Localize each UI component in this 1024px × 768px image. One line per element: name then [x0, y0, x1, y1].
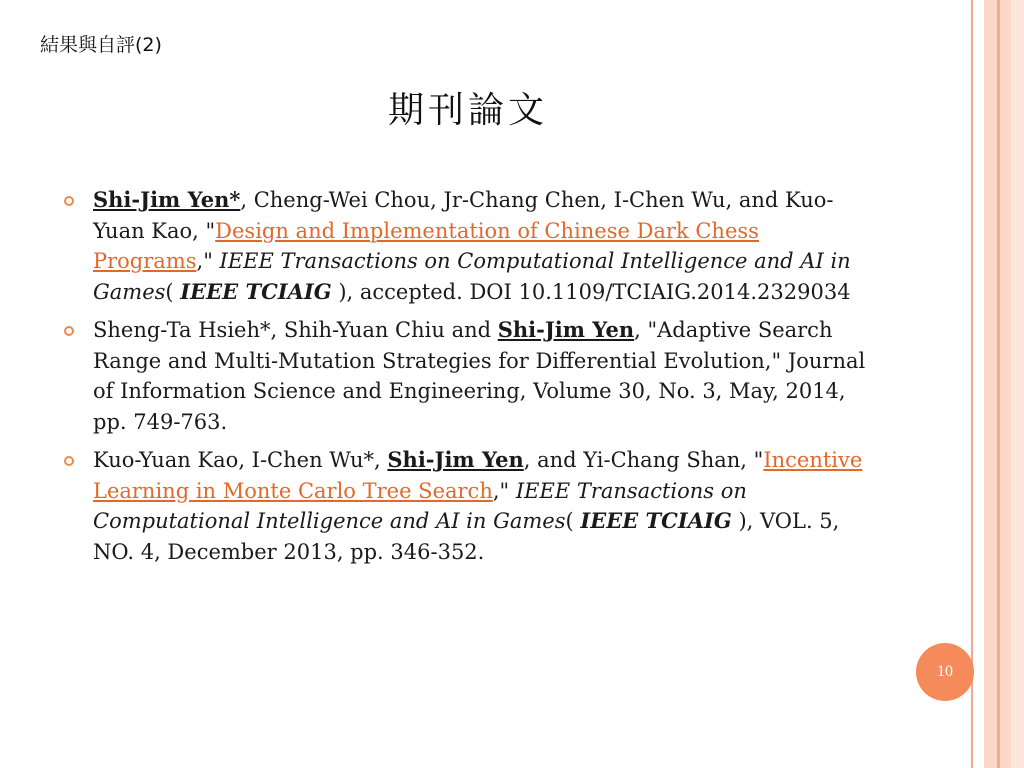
stripe	[1011, 0, 1024, 768]
stripe	[971, 0, 984, 768]
publication-details: ), VOL. 5, NO. 4, December 2013, pp. 346-352.	[93, 509, 840, 564]
publication-details: , "Adaptive Search Range and Multi-Mutation Strategies for Differential Evolution," Journal of Information Science and Engineering, Volume 30, No. 3, May, 2014, pp. 749-763.	[93, 318, 866, 434]
journal-name: IEEE Transactions on Computational Intelligence and AI in Games	[93, 478, 747, 533]
bullet-icon	[64, 196, 74, 206]
co-authors: , Cheng-Wei Chou, Jr-Chang Chen, I-Chen Wu, and Kuo-Yuan Kao, "	[93, 188, 834, 243]
stripe	[984, 0, 997, 768]
self-author: Shi-Jim Yen	[497, 317, 635, 342]
punctuation: (	[565, 509, 581, 533]
co-authors: Kuo-Yuan Kao, I-Chen Wu*,	[93, 448, 388, 472]
bullet-icon	[64, 326, 74, 336]
self-author: Shi-Jim Yen	[387, 447, 524, 472]
journal-acronym: IEEE TCIAIG	[180, 278, 332, 304]
page-number-badge: 10	[916, 643, 974, 701]
reference-list	[60, 185, 875, 575]
section-label: 結果與自評(2)	[40, 34, 162, 56]
publication-details: ), accepted. DOI 10.1109/TCIAIG.2014.2329034	[331, 279, 851, 304]
journal-acronym: IEEE TCIAIG	[580, 508, 732, 533]
stripe	[1000, 0, 1012, 768]
punctuation: ,"	[492, 478, 516, 503]
decorative-side-stripes	[971, 0, 1024, 768]
journal-name: IEEE Transactions on Computational Intelligence and AI in Games	[93, 249, 851, 304]
paper-title-link[interactable]: Incentive Learning in Monte Carlo Tree Search	[93, 448, 863, 503]
punctuation: ,"	[196, 249, 220, 273]
reference-item-2	[60, 315, 875, 437]
co-authors: Sheng-Ta Hsieh*, Shih-Yuan Chiu and	[93, 318, 498, 342]
punctuation: (	[165, 279, 181, 304]
slide-title: 期刊論文	[387, 90, 548, 131]
paper-title-link[interactable]: Design and Implementation of Chinese Dark Chess Programs	[93, 218, 759, 273]
bullet-icon	[64, 456, 74, 466]
self-author: Shi-Jim Yen*	[93, 187, 241, 212]
reference-item-3	[60, 445, 875, 567]
co-authors: , and Yi-Chang Shan, "	[523, 448, 764, 472]
reference-item-1	[60, 185, 875, 307]
